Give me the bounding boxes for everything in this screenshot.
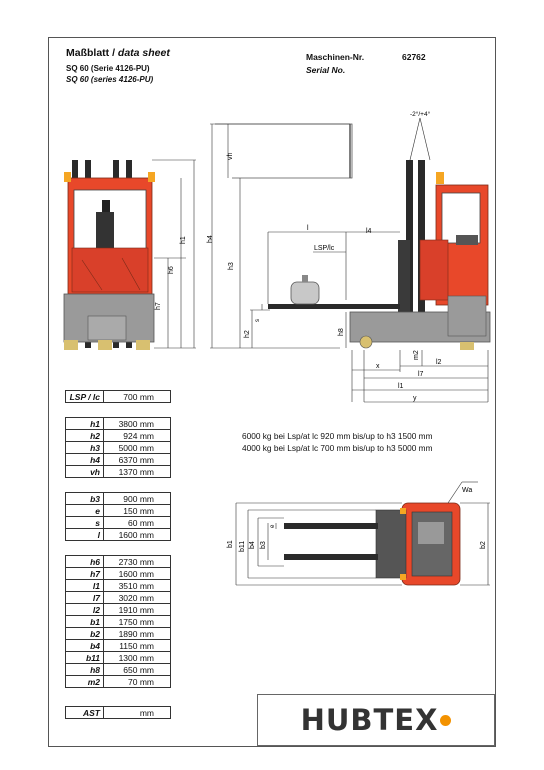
spec-value: 3510 mm xyxy=(104,580,171,592)
label-h2: h2 xyxy=(244,330,251,338)
spec-key: l1 xyxy=(66,580,104,592)
spec-value: 900 mm xyxy=(104,493,171,505)
label-e: e xyxy=(270,524,276,528)
spec-row xyxy=(66,505,171,517)
capacity-line-2: 4000 kg bei Lsp/at lc 700 mm bis/up to h3 5000 mm xyxy=(242,443,433,453)
spec-row xyxy=(66,418,171,430)
spec-key: h4 xyxy=(66,454,104,466)
front-view-dimensions xyxy=(152,160,196,348)
spec-key: b3 xyxy=(66,493,104,505)
spec-row xyxy=(66,640,171,652)
title-en: data sheet xyxy=(117,47,170,59)
spec-row xyxy=(66,556,171,568)
spec-key: l2 xyxy=(66,604,104,616)
machine-no-label: Maschinen-Nr. xyxy=(306,52,365,62)
spec-row xyxy=(66,604,171,616)
top-view-drawing xyxy=(284,503,460,585)
logo-dot xyxy=(440,715,451,726)
label-y: y xyxy=(413,395,417,402)
spec-key: s xyxy=(66,517,104,529)
spec-value: 1300 mm xyxy=(104,652,171,664)
spec-key: b4 xyxy=(66,640,104,652)
spec-row xyxy=(66,652,171,664)
spec-key: e xyxy=(66,505,104,517)
spec-key: h3 xyxy=(66,442,104,454)
spec-key: b11 xyxy=(66,652,104,664)
serial-label: Serial No. xyxy=(306,65,346,75)
spec-value: 1890 mm xyxy=(104,628,171,640)
spec-row xyxy=(66,676,171,688)
label-l2: l2 xyxy=(436,359,442,366)
label-h8: h8 xyxy=(338,328,345,336)
label-l7: l7 xyxy=(418,371,424,378)
label-x: x xyxy=(376,363,380,370)
spec-row xyxy=(66,628,171,640)
title-de: Maßblatt / xyxy=(66,47,118,59)
spec-key: vh xyxy=(66,466,104,478)
spec-value: 1910 mm xyxy=(104,604,171,616)
machine-no: 62762 xyxy=(402,52,426,62)
spec-key: h7 xyxy=(66,568,104,580)
spec-value: 60 mm xyxy=(104,517,171,529)
spec-row xyxy=(66,592,171,604)
label-b3: b3 xyxy=(260,541,267,549)
spec-value: 3020 mm xyxy=(104,592,171,604)
spec-value: 700 mm xyxy=(104,391,171,403)
spec-value: 1600 mm xyxy=(104,568,171,580)
label-l: l xyxy=(307,225,309,232)
label-tilt: -2°/+4° xyxy=(410,111,431,118)
spec-row xyxy=(66,493,171,505)
spec-row xyxy=(66,391,171,403)
capacity-line-1: 6000 kg bei Lsp/at lc 920 mm bis/up to h3 1500 mm xyxy=(242,431,433,441)
spec-key: AST xyxy=(66,707,104,719)
spec-key: m2 xyxy=(66,676,104,688)
label-h4: h4 xyxy=(207,235,214,243)
spec-value: 6370 mm xyxy=(104,454,171,466)
spec-row xyxy=(66,442,171,454)
label-b2: b2 xyxy=(480,541,487,549)
label-lsp: LSP/lc xyxy=(314,245,335,252)
spec-table-lsp xyxy=(65,390,171,403)
label-h7: h7 xyxy=(155,302,162,310)
label-h3: h3 xyxy=(228,262,235,270)
spec-row xyxy=(66,568,171,580)
label-b4: b4 xyxy=(249,541,256,549)
label-h6: h6 xyxy=(168,266,175,274)
spec-key: LSP / lc xyxy=(66,391,104,403)
spec-key: h2 xyxy=(66,430,104,442)
spec-value: 1750 mm xyxy=(104,616,171,628)
spec-row xyxy=(66,529,171,541)
label-l1: l1 xyxy=(398,383,404,390)
spec-value: 150 mm xyxy=(104,505,171,517)
label-s: s xyxy=(255,319,261,322)
spec-value: mm xyxy=(104,707,171,719)
spec-row xyxy=(66,466,171,478)
spec-table-forks xyxy=(65,492,171,541)
front-view-drawing xyxy=(64,160,155,350)
spec-table-dimensions xyxy=(65,555,171,688)
hubtex-logo xyxy=(257,694,495,746)
spec-value: 3800 mm xyxy=(104,418,171,430)
logo-text: HUBTEX xyxy=(300,703,439,737)
label-b11: b11 xyxy=(239,540,246,552)
spec-key: h6 xyxy=(66,556,104,568)
label-l4: l4 xyxy=(366,228,372,235)
spec-value: 650 mm xyxy=(104,664,171,676)
spec-key: h1 xyxy=(66,418,104,430)
spec-row xyxy=(66,616,171,628)
spec-table-ast xyxy=(65,706,171,719)
spec-key: b2 xyxy=(66,628,104,640)
spec-key: l7 xyxy=(66,592,104,604)
spec-row xyxy=(66,430,171,442)
spec-row xyxy=(66,580,171,592)
spec-value: 1600 mm xyxy=(104,529,171,541)
spec-row xyxy=(66,517,171,529)
spec-row xyxy=(66,454,171,466)
label-vh: vh xyxy=(227,152,234,160)
spec-value: 924 mm xyxy=(104,430,171,442)
spec-row xyxy=(66,664,171,676)
spec-value: 1370 mm xyxy=(104,466,171,478)
spec-key: b1 xyxy=(66,616,104,628)
spec-table-heights xyxy=(65,417,171,478)
label-wa: Wa xyxy=(462,487,473,494)
spec-key: l xyxy=(66,529,104,541)
side-view-drawing xyxy=(215,124,490,350)
spec-value: 1150 mm xyxy=(104,640,171,652)
label-b1: b1 xyxy=(227,540,234,548)
spec-value: 70 mm xyxy=(104,676,171,688)
label-h1: h1 xyxy=(180,236,187,244)
model-en: SQ 60 (series 4126-PU) xyxy=(66,75,154,84)
spec-value: 2730 mm xyxy=(104,556,171,568)
model-de: SQ 60 (Serie 4126-PU) xyxy=(66,64,150,73)
label-m2: m2 xyxy=(413,350,420,360)
spec-key: h8 xyxy=(66,664,104,676)
spec-row xyxy=(66,707,171,719)
spec-value: 5000 mm xyxy=(104,442,171,454)
